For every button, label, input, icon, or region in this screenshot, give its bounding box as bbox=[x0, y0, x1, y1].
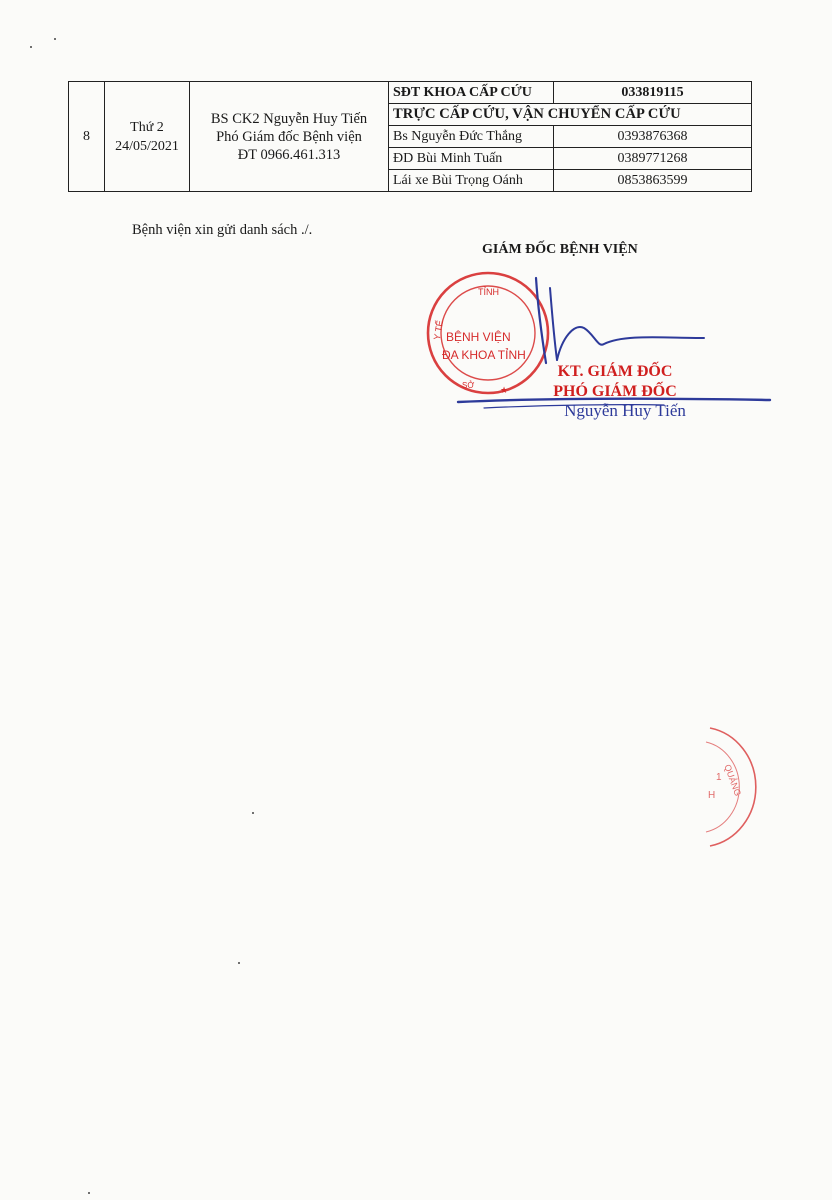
leader-cell bbox=[190, 82, 389, 192]
scan-speck bbox=[88, 1192, 90, 1194]
row-number-cell: 8 bbox=[69, 82, 105, 192]
closing-text: Bệnh viện xin gửi danh sách ./. bbox=[132, 222, 313, 238]
seal-top-text: TỈNH bbox=[478, 287, 499, 297]
signature-title-2: PHÓ GIÁM ĐỐC bbox=[553, 383, 677, 400]
duty-date: 24/05/2021 bbox=[115, 138, 179, 154]
staff-name: Bs Nguyễn Đức Thắng bbox=[389, 126, 554, 148]
staff-name: Lái xe Bùi Trọng Oánh bbox=[389, 170, 554, 192]
staff-name: ĐD Bùi Minh Tuấn bbox=[389, 148, 554, 170]
scan-speck bbox=[238, 962, 240, 964]
staff-phone: 0389771268 bbox=[554, 148, 752, 170]
signature-title-1: KT. GIÁM ĐỐC bbox=[557, 363, 673, 380]
duty-header: TRỰC CẤP CỨU, VẬN CHUYỂN CẤP CỨU bbox=[389, 104, 752, 126]
seal-star: ★ bbox=[500, 385, 509, 395]
signer-name: Nguyễn Huy Tiến bbox=[564, 401, 686, 420]
scan-speck bbox=[252, 812, 254, 814]
date-cell bbox=[105, 82, 190, 192]
signature-block bbox=[530, 362, 700, 422]
leader-name: BS CK2 Nguyễn Huy Tiến bbox=[210, 110, 368, 127]
hotline-label: SĐT KHOA CẤP CỨU bbox=[389, 82, 554, 104]
seal-left-text: Y TẾ bbox=[431, 319, 446, 341]
staff-phone: 0853863599 bbox=[554, 170, 752, 192]
seal-center-line2: ĐA KHOA TỈNH bbox=[442, 348, 526, 362]
scan-speck bbox=[54, 38, 56, 40]
partial-seal-fragment: H bbox=[708, 790, 716, 801]
duty-roster-table bbox=[68, 81, 752, 192]
leader-phone: ĐT 0966.461.313 bbox=[237, 146, 341, 163]
hotline-phone: 033819115 bbox=[554, 82, 752, 104]
partial-seal-fragment-top: 1 bbox=[716, 772, 722, 783]
seal-center-line1: BỆNH VIỆN bbox=[446, 330, 511, 344]
leader-role: Phó Giám đốc Bệnh viện bbox=[216, 128, 362, 145]
director-heading: GIÁM ĐỐC BỆNH VIỆN bbox=[482, 242, 638, 257]
table-row bbox=[69, 82, 752, 104]
partial-seal-icon bbox=[690, 722, 760, 852]
day-of-week: Thứ 2 bbox=[130, 119, 164, 135]
staff-phone: 0393876368 bbox=[554, 126, 752, 148]
partial-seal-text: QUẢNG bbox=[722, 762, 743, 798]
seal-bottom-text: SỞ bbox=[462, 381, 475, 390]
scan-speck bbox=[30, 46, 32, 48]
